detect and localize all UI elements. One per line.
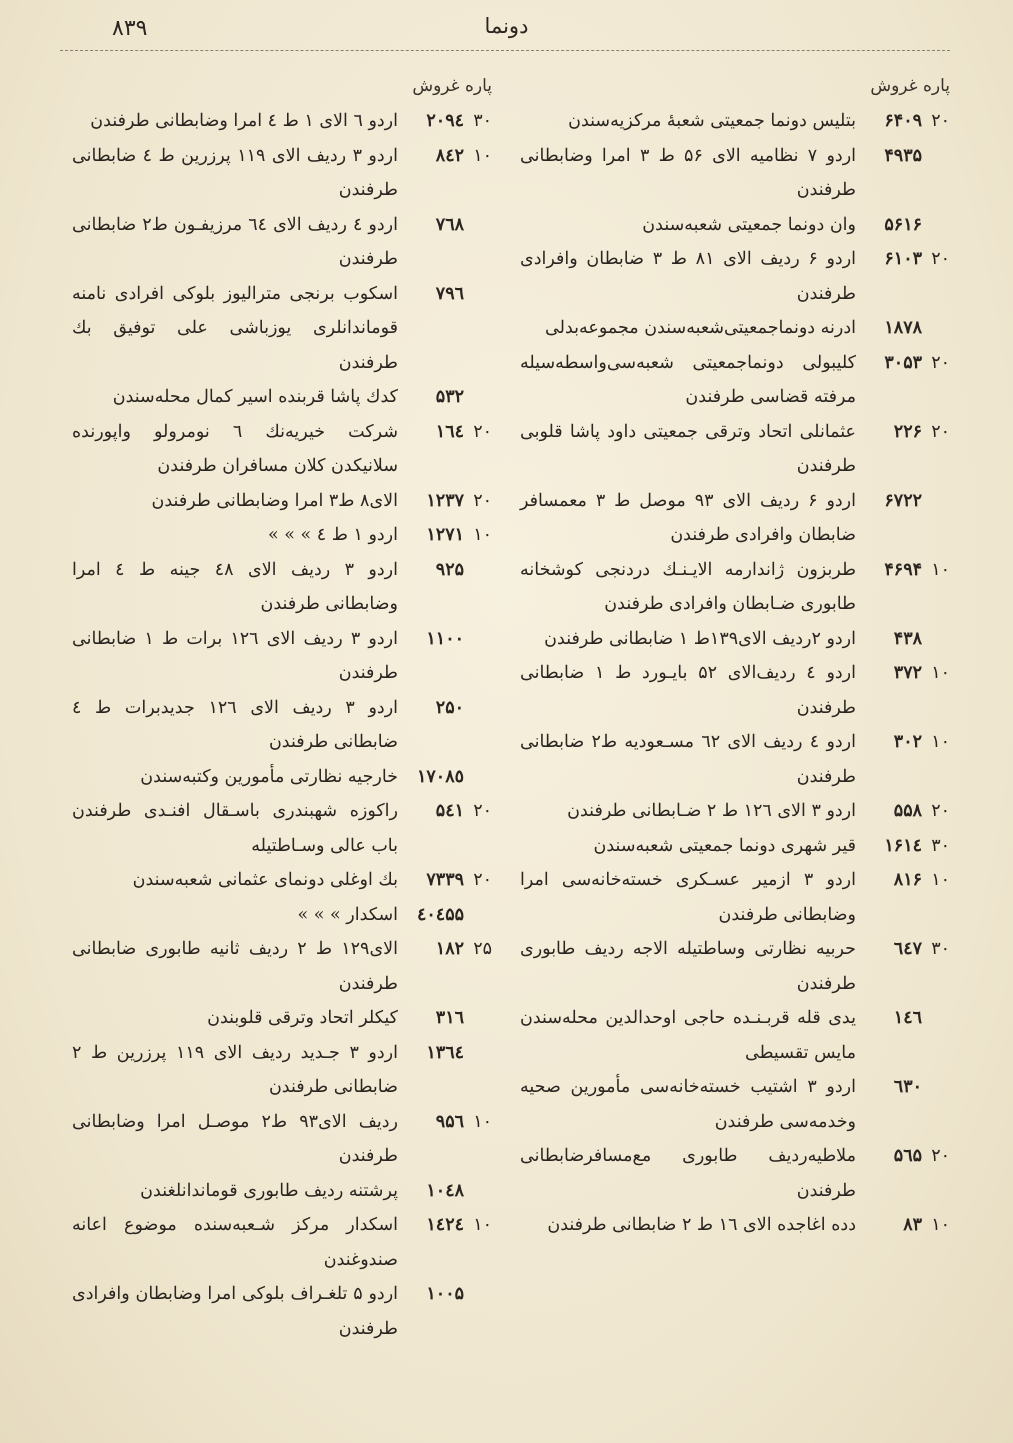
entry-description: راکوزه شهبندری باسـقال افنـدی طرفندن باب عالی وسـاطتیله	[72, 801, 398, 856]
entry-description: بك اوغلی دونمای عثمانی شعبه‌سندن	[132, 870, 398, 890]
ledger-entry	[520, 1070, 950, 1139]
ledger-entry	[72, 380, 492, 415]
page-number: ۸۳۹	[112, 16, 148, 41]
entry-kurus-amount: ۲۲۶	[893, 421, 922, 442]
left-column	[72, 76, 492, 1346]
entry-para-amount: ۱۰	[473, 1215, 492, 1235]
entry-kurus-amount: ۲۰۹٤	[426, 111, 464, 131]
entry-para-amount: ۲۰	[931, 352, 950, 373]
entry-description: ردیف الای۹۳ ط۲ موصـل امرا وضابطانی طرفندن	[72, 1111, 398, 1166]
entry-kurus-amount: ۱٤٦	[893, 1008, 922, 1028]
entry-description: اردو ۳ جـدید ردیف الای ۱۱۹ پرزرین ط ۲ ضابطانی طرفندن	[72, 1042, 398, 1097]
entry-para-amount: ۳۰	[473, 111, 492, 131]
ledger-entry	[520, 139, 950, 208]
entry-kurus-amount: ۴۹۳۵	[884, 145, 922, 166]
entry-kurus-amount: ۱۱۰۰	[426, 628, 464, 649]
ledger-entry	[72, 691, 492, 760]
entry-description: اردو ۳ ردیف الای ۱۲٦ جدیدبرات ط ٤ ضابطانی طرفندن	[72, 697, 399, 752]
entry-kurus-amount: ۱۸۲	[435, 939, 464, 959]
entry-para-amount: ۱۰	[473, 525, 492, 545]
ledger-entry	[520, 656, 950, 725]
ledger-entry	[520, 1001, 950, 1070]
entry-para-amount: ۳۰	[931, 939, 950, 959]
entry-description: اردو ٤ ردیف الای ٦۲ مسـعودیه ط۲ ضابطانی طرفندن	[520, 732, 856, 787]
entry-para-amount: ۲۰	[473, 801, 492, 821]
ledger-entry	[520, 553, 950, 622]
entry-description: اردو ۲ردیف الای۱۳۹ط ۱ ضابطانی طرفندن	[544, 628, 856, 649]
entry-kurus-amount: ۵٤۱	[435, 801, 464, 821]
entry-kurus-amount: ۳۰۲	[893, 732, 922, 752]
entry-para-amount: ۱۰	[931, 663, 950, 683]
ledger-entry	[72, 553, 492, 622]
ledger-entry	[520, 829, 950, 864]
entry-description: کلیبولی دونماجمعیتی شعبه‌سی‌واسطه‌سیله مرفته قضاسی طرفندن	[520, 352, 856, 407]
left-entries	[72, 104, 492, 1346]
entry-para-amount: ۲۰	[931, 249, 950, 269]
entry-para-amount: ۲۰	[931, 421, 950, 442]
entry-kurus-amount: ۴۳۸	[893, 628, 922, 649]
entry-kurus-amount: ۷۹٦	[435, 283, 464, 304]
ledger-entry	[520, 208, 950, 243]
entry-para-amount: ۱۰	[931, 732, 950, 752]
ledger-entry	[520, 1139, 950, 1208]
entry-description: ادرنه دونماجمعیتی‌شعبه‌سندن مجموعه‌بدلی	[545, 318, 856, 338]
entry-kurus-amount: ۱۳٦٤	[426, 1042, 464, 1063]
entry-kurus-amount: ۱۲۳۷	[426, 490, 464, 511]
left-column-heading: پاره غروش	[412, 76, 492, 96]
ledger-entry	[72, 1105, 492, 1174]
entry-para-amount: ۲۰	[473, 870, 492, 890]
ledger-entry	[72, 794, 492, 863]
ledger-entry	[72, 760, 492, 795]
ledger-entry	[72, 139, 492, 208]
entry-kurus-amount: ۵۵۸	[893, 801, 922, 821]
entry-kurus-amount: ۳۰۵۳	[884, 352, 922, 373]
entry-description: ملاطیه‌ردیف طابوری مع‌مسافرضابطانی طرفندن	[520, 1146, 856, 1201]
entry-para-amount: ۱۰	[931, 1215, 950, 1235]
running-header: دونما	[484, 14, 529, 38]
entry-kurus-amount: ۱۶۱٤	[884, 835, 922, 856]
ledger-entry	[72, 898, 492, 933]
entry-kurus-amount: ۵۳۲	[435, 387, 464, 407]
entry-para-amount: ۲۰	[473, 490, 492, 511]
ledger-entry	[520, 242, 950, 311]
entry-description: شرکت خیریه‌نك ٦ نومرولو واپورنده سلانیکدن کلان مسافران طرفندن	[72, 421, 398, 476]
entry-kurus-amount: ۱۷۰۸٥	[417, 766, 464, 787]
entry-description: قیر شهری دونما جمعیتی شعبه‌سندن	[593, 835, 856, 856]
entry-description: اردو ۳ ردیف الای ۱۲٦ برات ط ۱ ضابطانی طرفندن	[72, 628, 398, 683]
entry-para-amount: ۲۰	[931, 801, 950, 821]
right-column-heading: پاره غروش	[870, 76, 950, 96]
entry-description: طربزون ژاندارمه الایـنـك دردنجی کوشخانه طابوری ضـابطان وافرادی طرفندن	[520, 559, 856, 614]
ledger-entry	[72, 622, 492, 691]
entry-description: اردو ٤ ردیف‌الای ۵۲ بایـورد ط ۱ ضابطانی طرفندن	[520, 663, 856, 718]
ledger-entry	[72, 863, 492, 898]
entry-description: اردو ۶ ردیف الای ۸۱ ط ۳ ضابطان وافرادی طرفندن	[520, 249, 857, 304]
entry-description: اسکوب برنجی متراليوز بلوکی افرادی نامنه قوماندانلری یوزباشی علی توفیق بك طرفندن	[72, 283, 398, 373]
entry-description: یدی قله قربـنـده حاجی اوحدالدین محله‌سندن مایس تقسیطی	[520, 1008, 856, 1063]
right-column	[520, 76, 950, 1243]
entry-para-amount: ۲۰	[931, 111, 950, 131]
entry-kurus-amount: ۸۳	[903, 1215, 922, 1235]
ledger-entry	[72, 1174, 492, 1209]
entry-description: حربیه نظارتی وساطتیله الاجه ردیف طابوری طرفندن	[520, 939, 856, 994]
entry-kurus-amount: ۶۴۰۹	[884, 111, 922, 131]
entry-description: پرشتنه ردیف طابوری قوماندانلغندن	[140, 1180, 398, 1201]
entry-kurus-amount: ۸۱۶	[893, 870, 922, 890]
ledger-entry	[520, 484, 950, 553]
entry-kurus-amount: ۳۷۲	[893, 663, 922, 683]
ledger-entry	[520, 346, 950, 415]
entry-kurus-amount: ٦٤۷	[893, 939, 922, 959]
entry-para-amount: ۱۰	[473, 145, 492, 166]
ledger-entry	[72, 104, 492, 139]
entry-description: اسکدار مرکز شـعبه‌سنده موضوع اعانه صندوغندن	[72, 1215, 398, 1270]
entry-kurus-amount: ۱۸۷۸	[884, 318, 922, 338]
header-rule	[60, 50, 950, 51]
ledger-entry	[520, 622, 950, 657]
ledger-entry	[520, 1208, 950, 1243]
ledger-entry	[72, 1001, 492, 1036]
entry-kurus-amount: ۱٤۲٤	[426, 1215, 464, 1235]
ledger-entry	[72, 484, 492, 519]
entry-kurus-amount: ۷۳۳۹	[426, 870, 464, 890]
ledger-entry	[520, 794, 950, 829]
entry-description: الای۱۲۹ ط ۲ ردیف ثانیه طابوری ضابطانی طرفندن	[72, 939, 398, 994]
entry-kurus-amount: ۹۵٦	[435, 1111, 464, 1132]
entry-kurus-amount: ۷٦۸	[435, 214, 464, 235]
entry-para-amount: ۲۰	[931, 1146, 950, 1166]
entry-description: اردو ۱ ط ٤ » » »	[267, 525, 398, 545]
ledger-entry	[72, 518, 492, 553]
entry-kurus-amount: ۵٦۵	[893, 1146, 922, 1166]
entry-kurus-amount: ٦۳۰	[893, 1077, 922, 1097]
ledger-entry	[520, 311, 950, 346]
entry-para-amount: ۲۵	[473, 939, 492, 959]
entry-description: اردو ۳ اشتیب خسته‌خانه‌سی مأمورین صحیه وخدمه‌سی طرفندن	[520, 1077, 856, 1132]
entry-description: الای۸ ط۳ امرا وضابطانی طرفندن	[151, 490, 398, 511]
ledger-entry	[72, 415, 492, 484]
entry-kurus-amount: ۶۷۲۲	[884, 490, 922, 511]
entry-description: کیکلر اتحاد وترقی قلوبندن	[207, 1008, 398, 1028]
entry-kurus-amount: ۴۶۹۴	[884, 559, 922, 580]
entry-kurus-amount: ٤۰٤۵۵	[417, 904, 464, 925]
ledger-entry	[72, 277, 492, 381]
entry-description: اردو ۳ الای ۱۲٦ ط ۲ ضـابطانی طرفندن	[567, 801, 856, 821]
ledger-entry	[72, 1036, 492, 1105]
right-entries	[520, 104, 950, 1243]
entry-kurus-amount: ۵۶۱۶	[884, 214, 922, 235]
entry-description: اردو ٤ ردیف الای ٦٤ مرزیفـون ط۲ ضابطانی طرفندن	[72, 214, 398, 269]
entry-kurus-amount: ۱۰٤۸	[426, 1180, 464, 1201]
entry-kurus-amount: ۱٦٤	[435, 421, 464, 442]
entry-description: اردو ۳ ردیف الای ٤۸ جینه ط ٤ امرا وضابطانی طرفندن	[72, 559, 398, 614]
entry-kurus-amount: ۱۰۰۵	[426, 1284, 464, 1304]
ledger-entry	[520, 725, 950, 794]
entry-description: اردو ۷ نظامیه الای ۵۶ ط ۳ امرا وضابطانی طرفندن	[520, 145, 857, 200]
entry-para-amount: ۱۰	[931, 559, 950, 580]
ledger-entry	[72, 1277, 492, 1346]
entry-kurus-amount: ۱۲۷۱	[426, 525, 464, 545]
entry-kurus-amount: ۹۲۵	[435, 559, 464, 580]
entry-description: اردو ۳ ردیف الای ۱۱۹ پرزرین ط ٤ ضابطانی طرفندن	[72, 145, 398, 200]
entry-kurus-amount: ۲۵۰	[435, 697, 464, 718]
entry-description: اردو ٦ الای ۱ ط ٤ امرا وضابطانی طرفندن	[90, 111, 398, 131]
entry-description: خارجیه نظارتی مأمورین وکتبه‌سندن	[140, 766, 398, 787]
entry-kurus-amount: ۶۱۰۳	[884, 249, 922, 269]
entry-para-amount: ۲۰	[473, 421, 492, 442]
ledger-entry	[520, 415, 950, 484]
entry-description: دده اغاجده الای ۱٦ ط ۲ ضابطانی طرفندن	[547, 1215, 856, 1235]
ledger-entry	[520, 932, 950, 1001]
entry-kurus-amount: ۸٤۲	[435, 145, 464, 166]
entry-para-amount: ۳۰	[931, 835, 950, 856]
ledger-entry	[520, 863, 950, 932]
entry-description: کدك پاشا قربنده اسیر کمال محله‌سندن	[112, 387, 398, 407]
ledger-entry	[520, 104, 950, 139]
entry-para-amount: ۱۰	[931, 870, 950, 890]
entry-description: اردو ۳ ازمیر عسـکری خسته‌خانه‌سی امرا وضابطانی طرفندن	[520, 870, 856, 925]
ledger-entry	[72, 1208, 492, 1277]
ledger-entry	[72, 932, 492, 1001]
entry-description: وان دونما جمعیتی شعبه‌سندن	[642, 214, 856, 235]
entry-description: اسکدار » » »	[297, 904, 398, 925]
entry-description: عثمانلی اتحاد وترقی جمعیتی داود پاشا قلوبی طرفندن	[520, 421, 856, 476]
entry-description: بتلیس دونما جمعیتی شعبهٔ مرکزیه‌سندن	[568, 111, 856, 131]
entry-description: اردو ۵ تلغـراف بلوکی امرا وضابطان وافرادی طرفندن	[72, 1284, 399, 1339]
entry-description: اردو ۶ ردیف الای ۹۳ موصل ط ۳ معمسافر ضابطان وافرادی طرفندن	[520, 490, 856, 545]
entry-para-amount: ۱۰	[473, 1111, 492, 1132]
entry-kurus-amount: ۳۱٦	[435, 1008, 464, 1028]
ledger-entry	[72, 208, 492, 277]
